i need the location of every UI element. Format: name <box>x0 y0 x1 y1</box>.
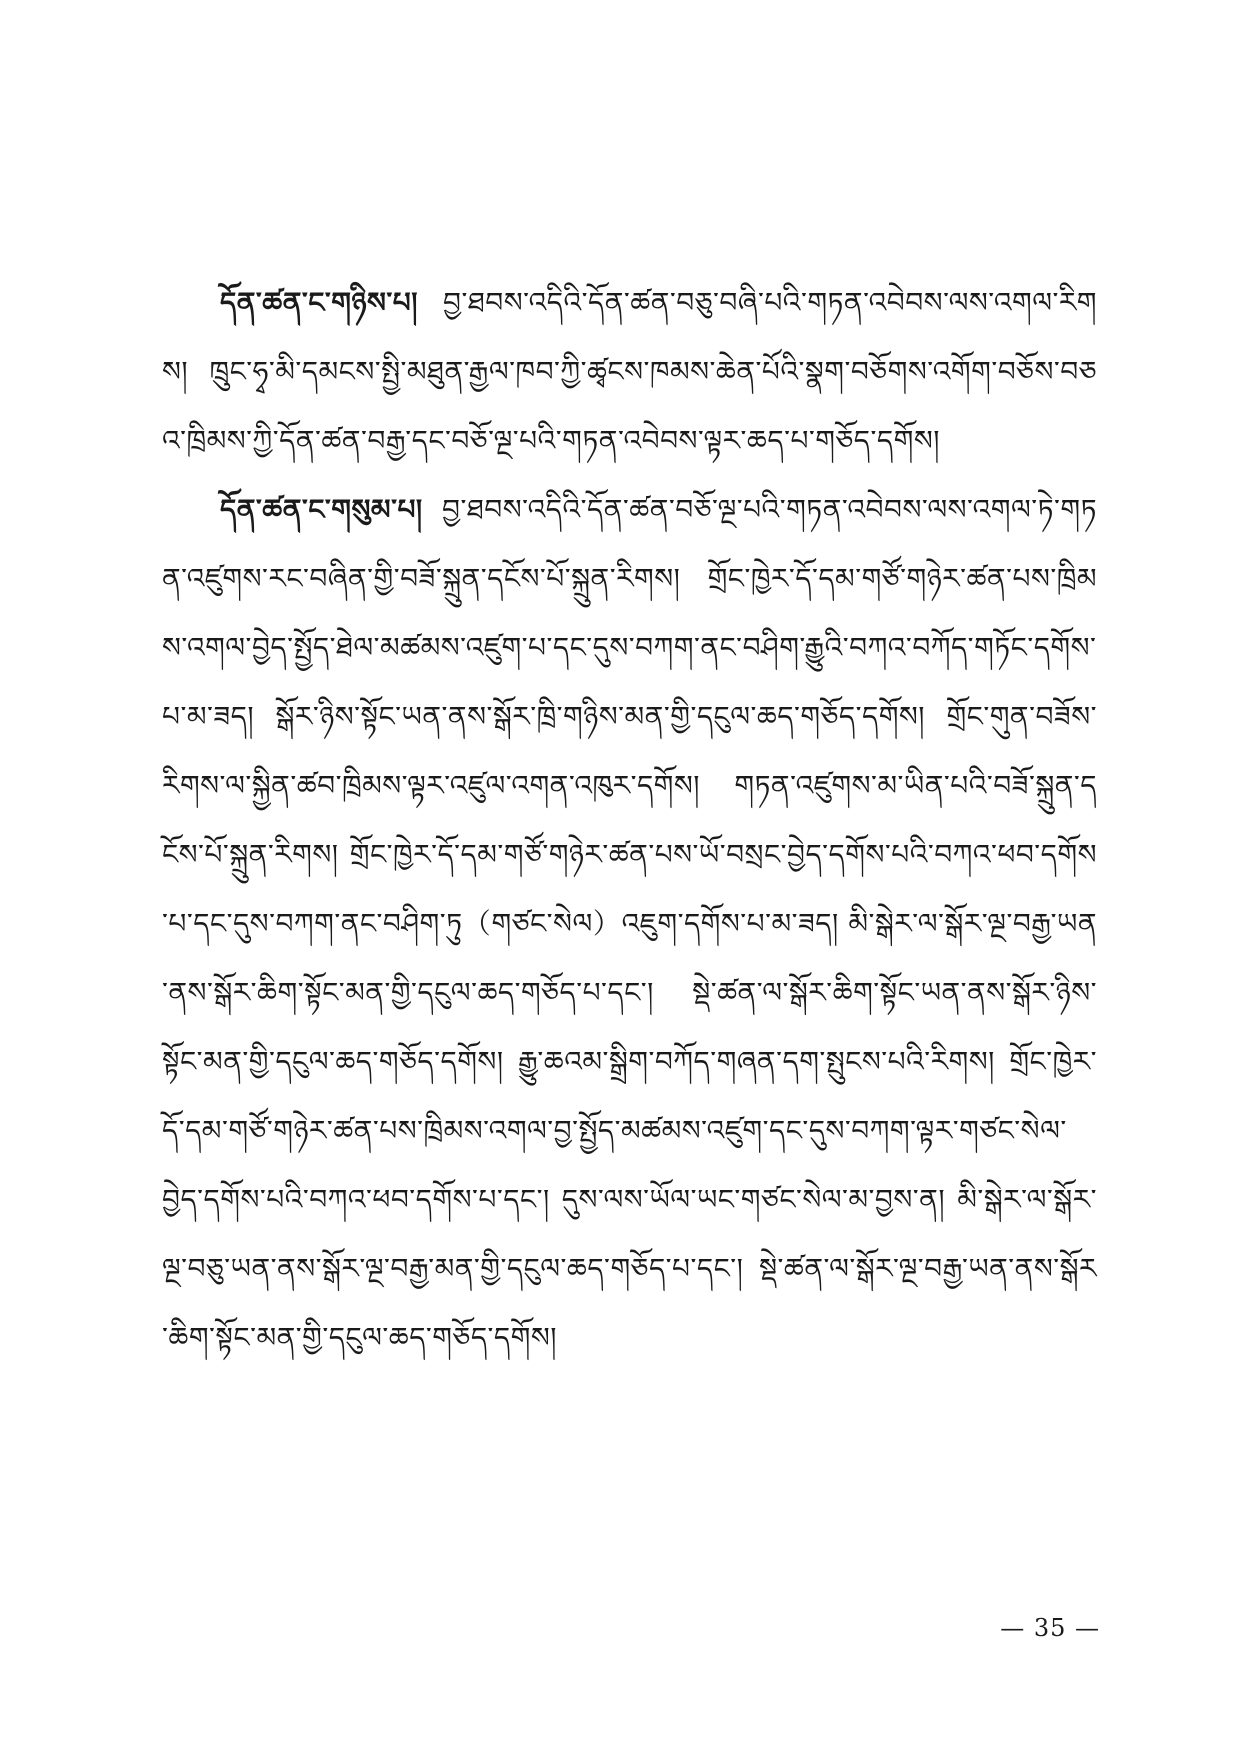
article-heading: དོན་ཚན་ང་གཉིས་པ། <box>220 286 418 319</box>
paragraph-article-53 <box>162 475 1097 1372</box>
article-body: བྱ་ཐབས་འདིའི་དོན་ཚན་བཅུ་བཞི་པའི་གཏན་འབེབས་ལས་འགལ་རིགས། ཁྲུང་ཧྭ་མི་དམངས་སྤྱི་མཐུན་རྒྱལ་ཁབ་ཀྱི་ཚྭངས་ཁམས་ཆེན་པོའི་སྣག་བཅོགས་འགོག་བཅོས་བཅའ་ཁྲིམས་ཀྱི་དོན་ཚན་བརྒྱ་དང་བཅོ་ལྔ་པའི་གཏན་འབེབས་ལྟར་ཆད་པ་གཅོད་དགོས། <box>162 286 1097 457</box>
article-body: བྱ་ཐབས་འདིའི་དོན་ཚན་བཅོ་ལྔ་པའི་གཏན་འབེབས་ལས་འགལ་ཏེ་གཏན་འཛུགས་རང་བཞིན་གྱི་བཟོ་སྐྲུན་དངོས་པོ་སྐྲུན་རིགས། གྲོང་ཁྱེར་དོ་དམ་གཙོ་གཉེར་ཚན་པས་ཁྲིམས་འགལ་བྱེད་སྤྱོད་ཐེལ་མཚམས་འཛུག་པ་དང་དུས་བཀག་ནང་བཤིག་རྒྱུའི་བཀའ་བཀོད་གཏོང་དགོས་པ་མ་ཟད། སྒོར་ཉིས་སྟོང་ཡན་ནས་སྒོར་ཁྲི་གཉིས་མན་གྱི་དངུལ་ཆད་གཅོད་དགོས། གྲོང་གུན་བཟོས་རིགས་ལ་སྐྱིན་ཚབ་ཁྲིམས་ལྟར་འཛུལ་འགན་འཁུར་དགོས། གཏན་འཛུགས་མ་ཡིན་པའི་བཟོ་སྐྲུན་དངོས་པོ་སྐྲུན་རིགས། གྲོང་ཁྱེར་དོ་དམ་གཙོ་གཉེར་ཚན་པས་ཡོ་བསྲང་བྱེད་དགོས་པའི་བཀའ་ཕབ་དགོས་པ་དང་དུས་བཀག་ནང་བཤིག་ཏུ（གཙང་སེལ）འཇུག་དགོས་པ་མ་ཟད། མི་སྒེར་ལ་སྒོར་ལྔ་བརྒྱ་ཡན་ནས་སྒོར་ཆིག་སྟོང་མན་གྱི་དངུལ་ཆད་གཅོད་པ་དང་། སྡེ་ཚན་ལ་སྒོར་ཆིག་སྟོང་ཡན་ནས་སྒོར་ཉིས་སྟོང་མན་གྱི་དངུལ་ཆད་གཅོད་དགོས། རྒྱུ་ཆའམ་སྒྲིག་བཀོད་གཞན་དག་སྤུངས་པའི་རིགས། གྲོང་ཁྱེར་དོ་དམ་གཙོ་གཉེར་ཚན་པས་ཁྲིམས་འགལ་བྱ་སྤྱོད་མཚམས་འཛུག་དང་དུས་བཀག་ལྟར་གཙང་སེལ་བྱེད་དགོས་པའི་བཀའ་ཕབ་དགོས་པ་དང་། དུས་ལས་ཡོལ་ཡང་གཙང་སེལ་མ་བྱས་ན། མི་སྒེར་ལ་སྒོར་ལྔ་བཅུ་ཡན་ནས་སྒོར་ལྔ་བརྒྱ་མན་གྱི་དངུལ་ཆད་གཅོད་པ་དང་། སྡེ་ཚན་ལ་སྒོར་ལྔ་བརྒྱ་ཡན་ནས་སྒོར་ཆིག་སྟོང་མན་གྱི་དངུལ་ཆད་གཅོད་དགོས། <box>162 493 1097 1354</box>
page-number: — 35 — <box>1000 1614 1100 1642</box>
paragraph-article-52 <box>162 268 1097 475</box>
article-heading: དོན་ཚན་ང་གསུམ་པ། <box>220 493 423 526</box>
body-text <box>162 268 1097 1372</box>
